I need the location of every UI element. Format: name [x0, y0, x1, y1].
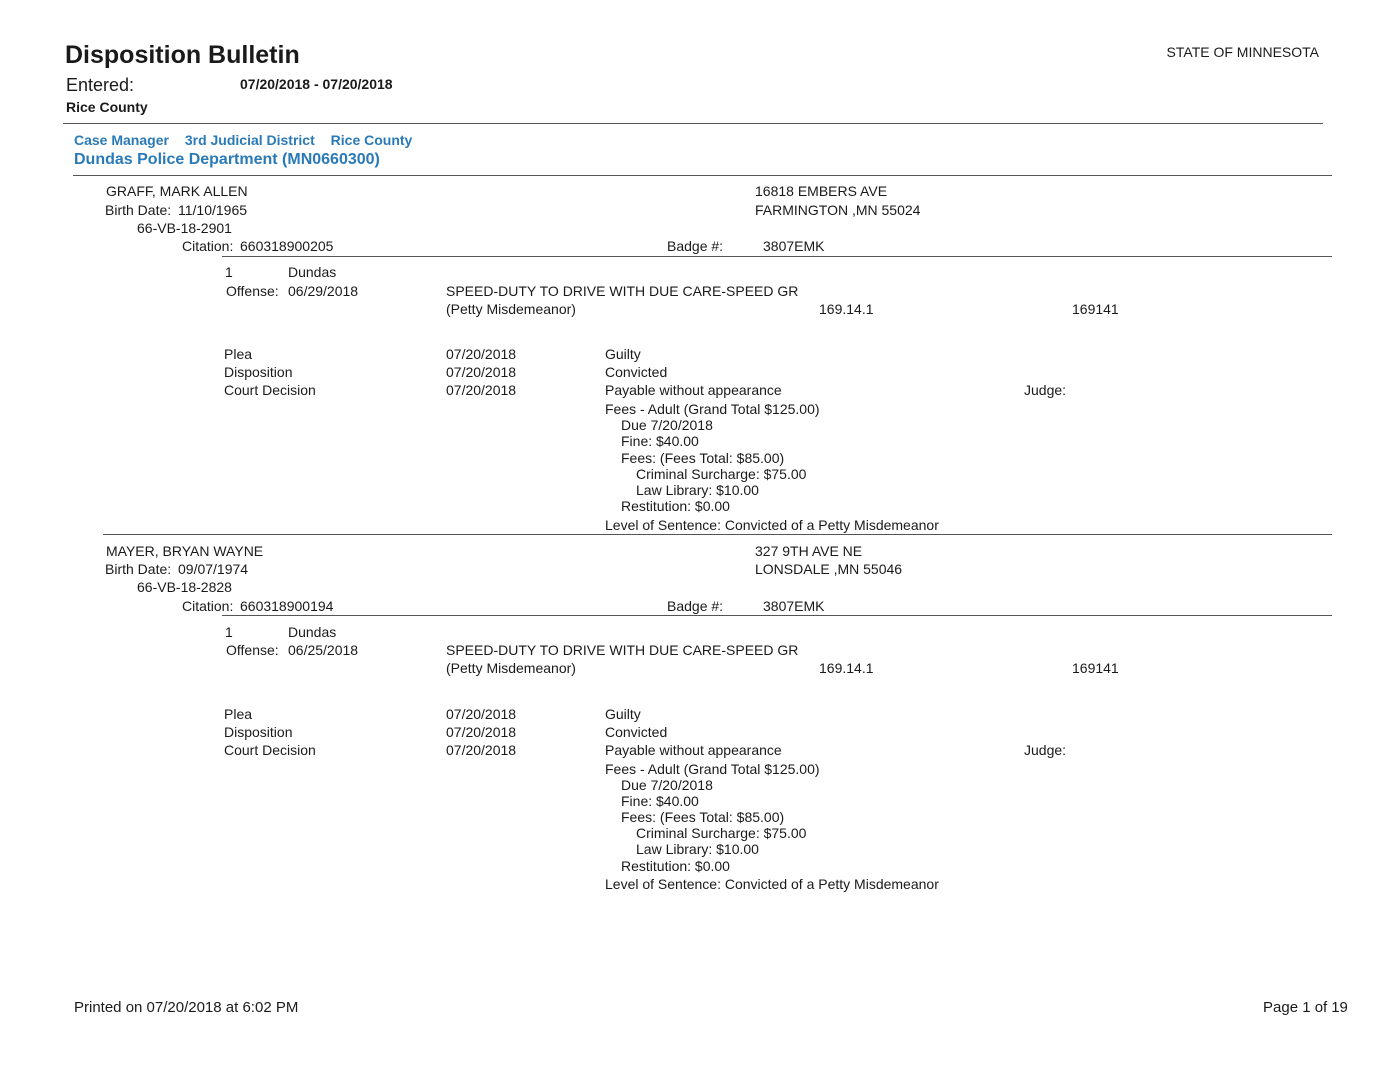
statute-code: 169141 [1072, 660, 1119, 676]
plea-date: 07/20/2018 [446, 346, 517, 362]
court-decision-date: 07/20/2018 [446, 742, 517, 758]
fees-due-date: Due 7/20/2018 [621, 417, 713, 433]
citation-divider [222, 256, 1332, 257]
badge-label: Badge #: [667, 598, 724, 614]
offense-level: (Petty Misdemeanor) [446, 301, 576, 317]
statute: 169.14.1 [819, 660, 874, 676]
disposition-date: 07/20/2018 [446, 364, 517, 380]
citation-divider [222, 615, 1332, 616]
court-decision-result: Payable without appearance [605, 742, 782, 758]
offense-date: 06/25/2018 [288, 642, 359, 658]
printed-timestamp: Printed on 07/20/2018 at 6:02 PM [74, 999, 299, 1016]
fees-criminal-surcharge: Criminal Surcharge: $75.00 [636, 466, 807, 482]
page-title: Disposition Bulletin [65, 41, 300, 69]
plea-label: Plea [224, 706, 253, 722]
offense-city: Dundas [288, 264, 337, 280]
birth-date-value: 09/07/1974 [178, 561, 249, 577]
fees-law-library: Law Library: $10.00 [636, 841, 759, 857]
fees-fine: Fine: $40.00 [621, 433, 699, 449]
offense-description: SPEED-DUTY TO DRIVE WITH DUE CARE-SPEED GR [446, 642, 799, 658]
badge-number: 3807EMK [763, 238, 825, 254]
citation-number: 660318900194 [240, 598, 334, 614]
page-total: 19 [1331, 999, 1348, 1016]
offense-label: Offense: [226, 283, 279, 299]
badge-label: Badge #: [667, 238, 724, 254]
birth-date-value: 11/10/1965 [178, 202, 248, 218]
defendant-name: MAYER, BRYAN WAYNE [106, 543, 264, 559]
plea-label: Plea [224, 346, 253, 362]
address-line-1: 16818 EMBERS AVE [755, 183, 888, 199]
plea-result: Guilty [605, 706, 641, 722]
count-number: 1 [225, 264, 233, 280]
offense-label: Offense: [226, 642, 279, 658]
plea-result: Guilty [605, 346, 641, 362]
court-decision-label: Court Decision [224, 382, 316, 398]
entered-label: Entered: [66, 75, 135, 95]
judge-label: Judge: [1024, 742, 1067, 758]
fees-criminal-surcharge: Criminal Surcharge: $75.00 [636, 825, 807, 841]
record-divider [103, 534, 1332, 535]
header-divider [63, 123, 1323, 124]
breadcrumb [74, 132, 424, 148]
fees-total: Fees: (Fees Total: $85.00) [621, 450, 785, 466]
fees-restitution: Restitution: $0.00 [621, 498, 730, 514]
fees-fine: Fine: $40.00 [621, 793, 699, 809]
offense-date: 06/29/2018 [288, 283, 359, 299]
breadcrumb-case-manager[interactable]: Case Manager [74, 132, 169, 148]
breadcrumb-district[interactable]: 3rd Judicial District [184, 132, 315, 148]
address-line-2: LONSDALE ,MN 55046 [755, 561, 903, 577]
entered-date-range: 07/20/2018 - 07/20/2018 [240, 76, 393, 92]
citation-label: Citation: [182, 598, 234, 614]
fees-law-library: Law Library: $10.00 [636, 482, 759, 498]
fees-total: Fees: (Fees Total: $85.00) [621, 809, 785, 825]
case-number: 66-VB-18-2901 [137, 220, 232, 236]
citation-label: Citation: [182, 238, 234, 254]
court-decision-label: Court Decision [224, 742, 316, 758]
plea-date: 07/20/2018 [446, 706, 517, 722]
fees-due-date: Due 7/20/2018 [621, 777, 713, 793]
level-of-sentence: Level of Sentence: Convicted of a Petty Misdemeanor [605, 517, 939, 533]
disposition-result: Convicted [605, 364, 668, 380]
statute: 169.14.1 [819, 301, 874, 317]
case-number: 66-VB-18-2828 [137, 579, 232, 595]
statute-code: 169141 [1072, 301, 1119, 317]
count-number: 1 [225, 624, 233, 640]
court-decision-date: 07/20/2018 [446, 382, 517, 398]
court-decision-result: Payable without appearance [605, 382, 782, 398]
page-indicator [1263, 999, 1352, 1016]
fees-restitution: Restitution: $0.00 [621, 858, 730, 874]
judge-label: Judge: [1024, 382, 1067, 398]
address-line-2: FARMINGTON ,MN 55024 [755, 202, 921, 218]
level-of-sentence: Level of Sentence: Convicted of a Petty Misdemeanor [605, 876, 939, 892]
offense-description: SPEED-DUTY TO DRIVE WITH DUE CARE-SPEED GR [446, 283, 799, 299]
breadcrumb-county[interactable]: Rice County [330, 132, 413, 148]
defendant-name: GRAFF, MARK ALLEN [106, 183, 248, 199]
birth-date-label: Birth Date: [105, 202, 172, 218]
badge-number: 3807EMK [763, 598, 825, 614]
fees-grand-total: Fees - Adult (Grand Total $125.00) [605, 761, 820, 777]
offense-city: Dundas [288, 624, 337, 640]
state-label: STATE OF MINNESOTA [1166, 44, 1319, 60]
offense-level: (Petty Misdemeanor) [446, 660, 576, 676]
county-label: Rice County [66, 99, 148, 115]
disposition-result: Convicted [605, 724, 668, 740]
disposition-label: Disposition [224, 724, 293, 740]
fees-grand-total: Fees - Adult (Grand Total $125.00) [605, 401, 820, 417]
agency-divider [73, 175, 1332, 176]
birth-date-label: Birth Date: [105, 561, 172, 577]
address-line-1: 327 9TH AVE NE [755, 543, 863, 559]
agency-title: Dundas Police Department (MN0660300) [74, 151, 380, 168]
disposition-date: 07/20/2018 [446, 724, 517, 740]
disposition-label: Disposition [224, 364, 293, 380]
page-label: Page 1 of [1263, 999, 1328, 1016]
citation-number: 660318900205 [240, 238, 334, 254]
